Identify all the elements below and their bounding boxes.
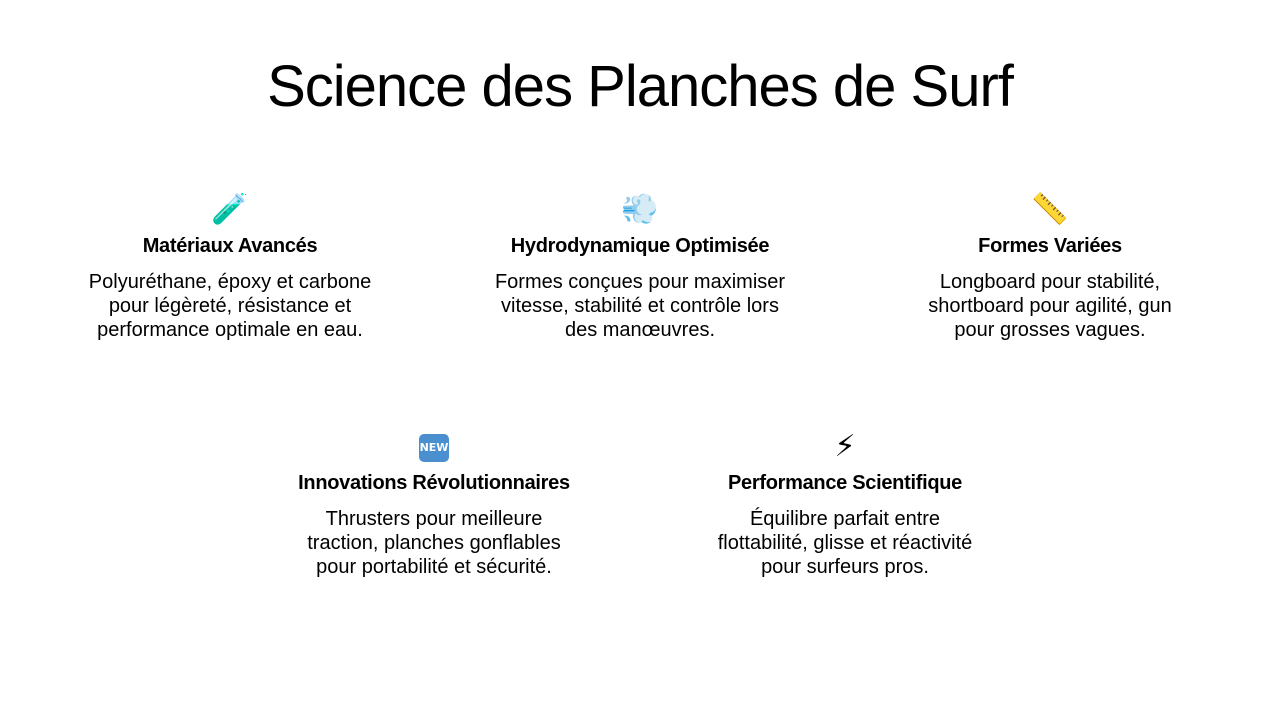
card-heading: Performance Scientifique bbox=[728, 472, 962, 494]
card-heading: Formes Variées bbox=[978, 235, 1122, 257]
card-body: Équilibre parfait entre flottabilité, glisse et réactivité pour surfeurs pros. bbox=[717, 508, 973, 578]
card-body: Formes conçues pour maximiser vitesse, stabilité et contrôle lors des manœuvres. bbox=[494, 271, 786, 341]
new-badge-icon-wrapper bbox=[274, 429, 594, 465]
card-innovations bbox=[274, 429, 594, 579]
ruler-icon: 📏 bbox=[1031, 192, 1069, 227]
card-body: Polyuréthane, époxy et carbone pour légèreté, résistance et performance optimale en eau. bbox=[88, 271, 372, 341]
slide-title: Science des Planches de Surf bbox=[267, 54, 1013, 119]
card-hydrodynamique bbox=[480, 192, 800, 342]
new-badge-icon: NEW bbox=[419, 434, 449, 462]
card-heading: Matériaux Avancés bbox=[142, 235, 318, 257]
dash-wind-icon: 💨 bbox=[621, 192, 659, 227]
card-body: Longboard pour stabilité, shortboard pour agilité, gun pour grosses vagues. bbox=[928, 271, 1172, 341]
card-formes bbox=[890, 192, 1210, 342]
card-materiaux bbox=[70, 192, 390, 342]
card-performance bbox=[685, 429, 1005, 579]
card-body: Thrusters pour meilleure traction, planches gonflables pour portabilité et sécurité. bbox=[307, 508, 561, 578]
test-tube-icon: 🧪 bbox=[211, 192, 249, 227]
lightning-icon: ⚡ bbox=[834, 429, 856, 464]
card-heading: Innovations Révolutionnaires bbox=[298, 472, 570, 494]
card-heading: Hydrodynamique Optimisée bbox=[510, 235, 770, 257]
